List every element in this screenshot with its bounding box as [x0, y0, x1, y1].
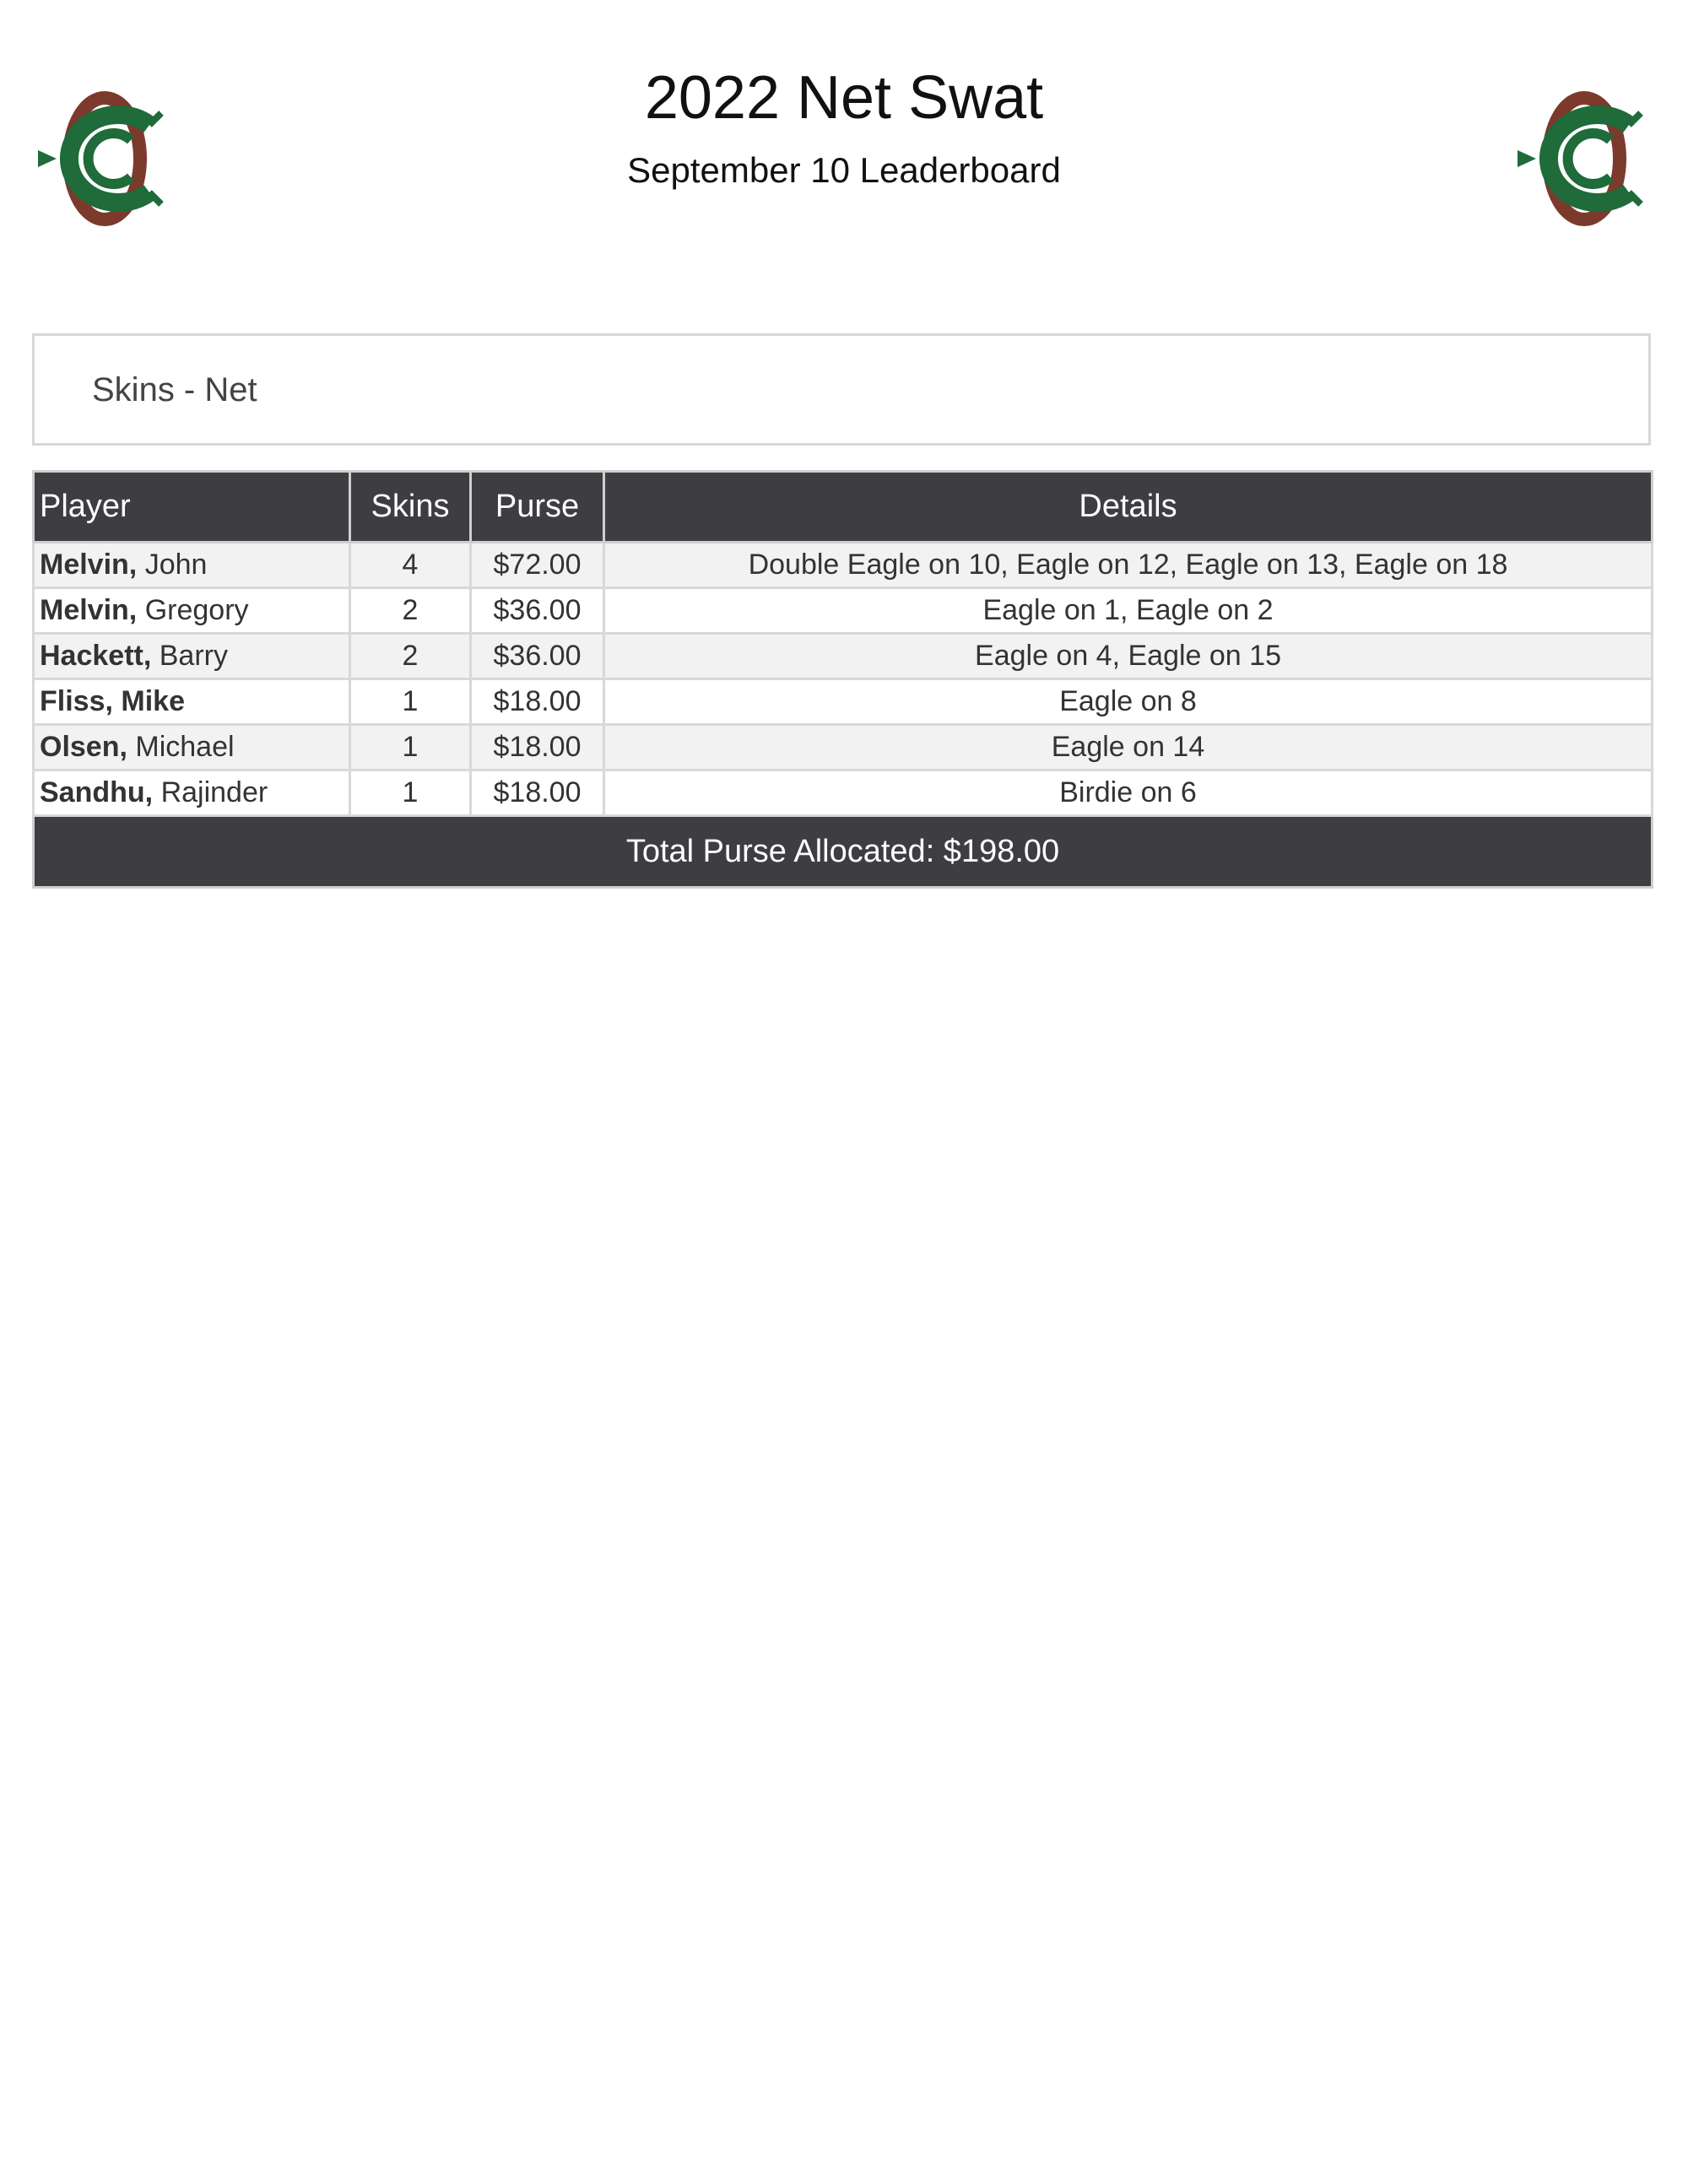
player-last-name: Fliss, [40, 685, 113, 717]
skins-cell: 1 [350, 679, 471, 725]
details-cell: Double Eagle on 10, Eagle on 12, Eagle on 13, Eagle on 18 [604, 543, 1653, 588]
column-header-details: Details [604, 472, 1653, 543]
purse-cell: $72.00 [471, 543, 604, 588]
table-row [34, 770, 1653, 816]
skins-cell: 1 [350, 725, 471, 770]
player-cell [34, 543, 350, 588]
table-row [34, 725, 1653, 770]
skins-cell: 2 [350, 634, 471, 679]
details-cell: Eagle on 4, Eagle on 15 [604, 634, 1653, 679]
table-row [34, 588, 1653, 634]
table-footer-row [34, 816, 1653, 888]
skins-cell: 2 [350, 588, 471, 634]
purse-cell: $36.00 [471, 634, 604, 679]
player-last-name: Olsen, [40, 731, 127, 763]
table-row [34, 634, 1653, 679]
table-row [34, 543, 1653, 588]
leaderboard-table [32, 470, 1653, 889]
details-cell: Eagle on 14 [604, 725, 1653, 770]
skins-cell: 1 [350, 770, 471, 816]
player-cell [34, 770, 350, 816]
page-title: 2022 Net Swat [644, 64, 1044, 132]
player-last-name: Hackett, [40, 640, 152, 672]
section-title: Skins - Net [92, 371, 257, 408]
table-row [34, 679, 1653, 725]
section-header-box [32, 333, 1651, 446]
details-cell: Birdie on 6 [604, 770, 1653, 816]
details-cell: Eagle on 8 [604, 679, 1653, 725]
purse-cell: $18.00 [471, 679, 604, 725]
player-last-name: Melvin, [40, 549, 138, 581]
player-first-name: Michael [135, 731, 235, 763]
column-header-skins: Skins [350, 472, 471, 543]
skins-cell: 4 [350, 543, 471, 588]
purse-cell: $36.00 [471, 588, 604, 634]
player-first-name: John [144, 549, 208, 581]
column-header-purse: Purse [471, 472, 604, 543]
total-purse-text: Total Purse Allocated: $198.00 [34, 816, 1653, 888]
player-last-name: Sandhu, [40, 776, 154, 808]
player-cell [34, 679, 350, 725]
column-header-player: Player [34, 472, 350, 543]
player-cell [34, 634, 350, 679]
player-cell [34, 588, 350, 634]
player-first-name: Gregory [144, 594, 249, 626]
player-first-name: Barry [159, 640, 228, 672]
purse-cell: $18.00 [471, 725, 604, 770]
page-subtitle: September 10 Leaderboard [627, 150, 1061, 190]
player-first-name: Rajinder [160, 776, 268, 808]
purse-cell: $18.00 [471, 770, 604, 816]
player-first-name: Mike [121, 685, 185, 717]
player-last-name: Melvin, [40, 594, 138, 626]
details-cell: Eagle on 1, Eagle on 2 [604, 588, 1653, 634]
player-cell [34, 725, 350, 770]
table-header-row [34, 472, 1653, 543]
